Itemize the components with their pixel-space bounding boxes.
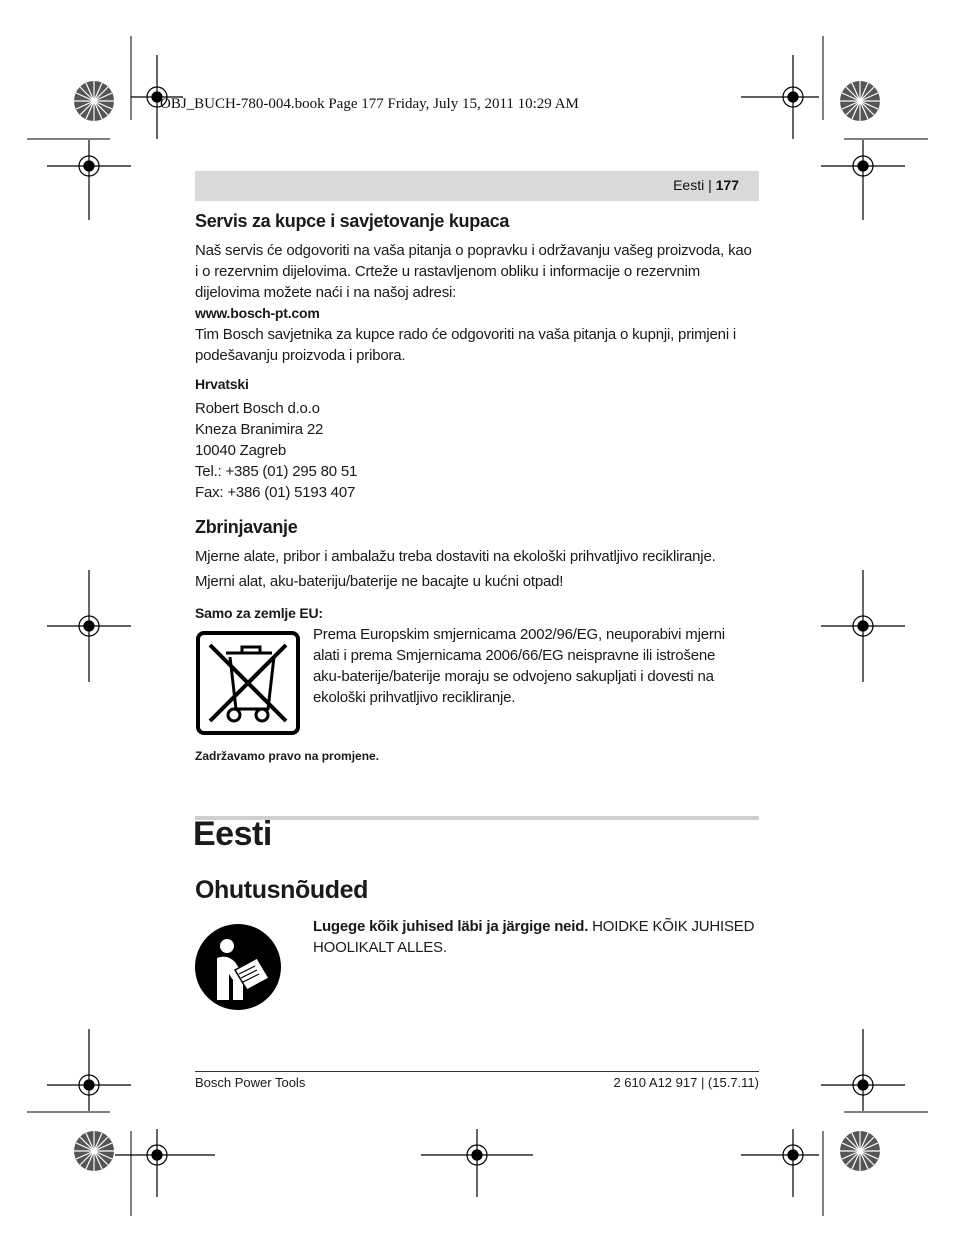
- address-line: Kneza Branimira 22: [195, 421, 324, 438]
- section-divider: [195, 816, 759, 820]
- crossed-out-wheelie-bin-icon: [196, 631, 300, 735]
- address-block: [195, 374, 759, 395]
- address-line: Robert Bosch d.o.o: [195, 400, 320, 417]
- page-language: Eesti: [673, 177, 705, 193]
- address-line: Tel.: +385 (01) 295 80 51: [195, 463, 358, 480]
- safety-bold: Lugege kõik juhised läbi ja järgige neid.: [313, 918, 589, 935]
- address-line: Fax: +386 (01) 5193 407: [195, 484, 356, 501]
- service-line-3: dijelovima možete naći i na našoj adresi:: [195, 284, 457, 301]
- disposal-heading: Zbrinjavanje: [195, 517, 298, 537]
- footer-docnumber: 2 610 A12 917 | (15.7.11): [613, 1075, 759, 1090]
- footer-rule: [195, 1071, 759, 1072]
- eu-text: [313, 624, 763, 708]
- service-paragraph: [195, 240, 759, 366]
- address-lines: [195, 398, 759, 503]
- page-header-band: [195, 171, 759, 201]
- footer-brand: Bosch Power Tools: [195, 1075, 306, 1090]
- read-manual-icon: [195, 924, 281, 1010]
- address-line: 10040 Zagreb: [195, 442, 287, 459]
- page-label: [673, 177, 739, 193]
- eu-text-line: Prema Europskim smjernicama 2002/96/EG, neuporabivi mjerni: [313, 626, 725, 643]
- safety-heading: Ohutusnõuded: [195, 876, 368, 904]
- service-line-4: Tim Bosch savjetnika za kupce rado će odgovoriti na vaša pitanja o kupnji, primjeni i: [195, 326, 737, 343]
- service-section: [195, 211, 759, 232]
- service-url[interactable]: www.bosch-pt.com: [195, 305, 320, 321]
- disposal-line-1: Mjerne alate, pribor i ambalažu treba dostaviti na ekološki prihvatljivo recikliranje.: [195, 548, 716, 565]
- page-separator: |: [708, 177, 712, 193]
- safety-rest-line2: HOOLIKALT ALLES.: [313, 939, 447, 956]
- language-title: Eesti: [193, 815, 272, 853]
- page-number: 177: [715, 177, 739, 193]
- eu-text-line: alati i prema Smjernicama 2006/66/EG neispravne ili istrošene: [313, 647, 716, 664]
- print-slug: OBJ_BUCH-780-004.book Page 177 Friday, July 15, 2011 10:29 AM: [160, 96, 579, 112]
- reserve-note: Zadržavamo pravo na promjene.: [195, 749, 380, 763]
- safety-rest: HOIDKE KÕIK JUHISED: [588, 918, 755, 935]
- service-heading: Servis za kupce i savjetovanje kupaca: [195, 211, 510, 231]
- eu-label: Samo za zemlje EU:: [195, 605, 323, 621]
- safety-instruction: [313, 916, 763, 958]
- eu-text-line: ekološki prihvatljivo recikliranje.: [313, 689, 516, 706]
- disposal-section: [195, 517, 759, 538]
- service-line-2: i o rezervnim dijelovima. Crteže u rastavljenom obliku i informacije o rezervnim: [195, 263, 701, 280]
- address-country: Hrvatski: [195, 376, 249, 392]
- service-line-5: podešavanju proizvoda i pribora.: [195, 347, 406, 364]
- disposal-line-2: Mjerni alat, aku-bateriju/baterije ne bacajte u kućni otpad!: [195, 573, 564, 590]
- service-line-1: Naš servis će odgovoriti na vaša pitanja o popravku i održavanju vašeg proizvoda, kao: [195, 242, 752, 259]
- eu-text-line: aku-baterije/baterije moraju se odvojeno sakupljati i dovesti na: [313, 668, 714, 685]
